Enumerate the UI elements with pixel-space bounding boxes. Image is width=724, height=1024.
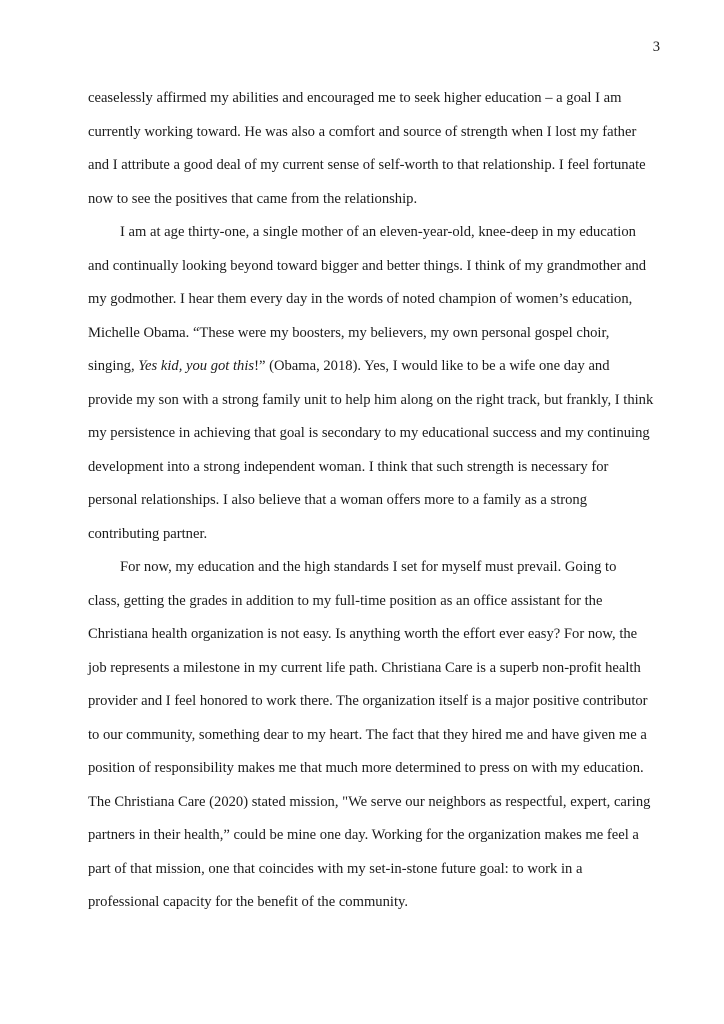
text-line [88,149,660,183]
text-run: my godmother. I hear them every day in the words of noted champion of women’s education, [88,291,633,307]
text-run: For now, my education and the high standards I set for myself must prevail. Going to [120,559,617,575]
text-line [88,685,660,719]
text-line [88,518,660,552]
text-run: provide my son with a strong family unit to help him along on the right track, but frankly, I think [88,391,654,408]
text-line [88,484,660,518]
paragraph [88,216,660,551]
text-run: position of responsibility makes me that much more determined to press on with my education. [88,760,644,776]
text-line [88,384,660,418]
text-run: part of that mission, one that coincides with my set-in-stone future goal: to work in a [88,860,583,877]
text-line [88,551,660,585]
text-line [88,652,660,686]
text-line [88,618,660,652]
text-line [88,183,660,217]
paragraph [88,551,660,920]
text-line [88,283,660,317]
text-run: singing, [88,358,139,374]
text-run: provider and I feel honored to work there. The organization itself is a major positive contributor [88,693,648,709]
text-run: The Christiana Care (2020) stated mission, "We serve our neighbors as respectful, expert, caring [88,793,651,810]
text-run: job represents a milestone in my current life path. Christiana Care is a superb non-profit health [88,659,641,676]
text-line [88,116,660,150]
text-run: ceaselessly affirmed my abilities and encouraged me to seek higher education – a goal I am [88,90,622,106]
paragraph [88,82,660,216]
text-run: professional capacity for the benefit of the community. [88,894,409,910]
text-run: and I attribute a good deal of my current sense of self-worth to that relationship. I feel fortunate [88,157,646,173]
text-run: Christiana health organization is not easy. Is anything worth the effort ever easy? For now, the [88,626,638,642]
text-line [88,752,660,786]
text-line [88,786,660,820]
text-line [88,216,660,250]
text-run: to our community, something dear to my heart. The fact that they hired me and have given me a [88,726,647,743]
page-number: 3 [652,39,660,55]
text-line [88,585,660,619]
text-line [88,317,660,351]
text-run: and continually looking beyond toward bigger and better things. I think of my grandmother and [88,257,647,274]
text-line [88,250,660,284]
text-run: currently working toward. He was also a comfort and source of strength when I lost my father [88,123,637,140]
text-run: class, getting the grades in addition to my full-time position as an office assistant for the [88,592,603,609]
text-line [88,451,660,485]
text-line [88,853,660,887]
text-run: personal relationships. I also believe that a woman offers more to a family as a strong [88,492,588,508]
text-run: Michelle Obama. “These were my boosters, my believers, my own personal gospel choir, [88,324,610,341]
text-run: now to see the positives that came from the relationship. [88,190,418,207]
text-line [88,350,660,384]
text-run: I am at age thirty-one, a single mother of an eleven-year-old, knee-deep in my education [120,224,636,240]
text-run: !” (Obama, 2018). Yes, I would like to be a wife one day and [254,358,610,374]
italic-text-run: Yes kid, you got this [138,358,255,374]
text-line [88,719,660,753]
text-line [88,417,660,451]
text-line [88,82,660,116]
text-run: my persistence in achieving that goal is secondary to my educational success and my continuing [88,425,650,441]
text-run: partners in their health,” could be mine one day. Working for the organization makes me feel a [88,827,639,843]
text-line [88,819,660,853]
essay-body [88,82,660,920]
text-run: development into a strong independent woman. I think that such strength is necessary for [88,458,609,475]
text-line [88,886,660,920]
text-run: contributing partner. [88,525,208,542]
